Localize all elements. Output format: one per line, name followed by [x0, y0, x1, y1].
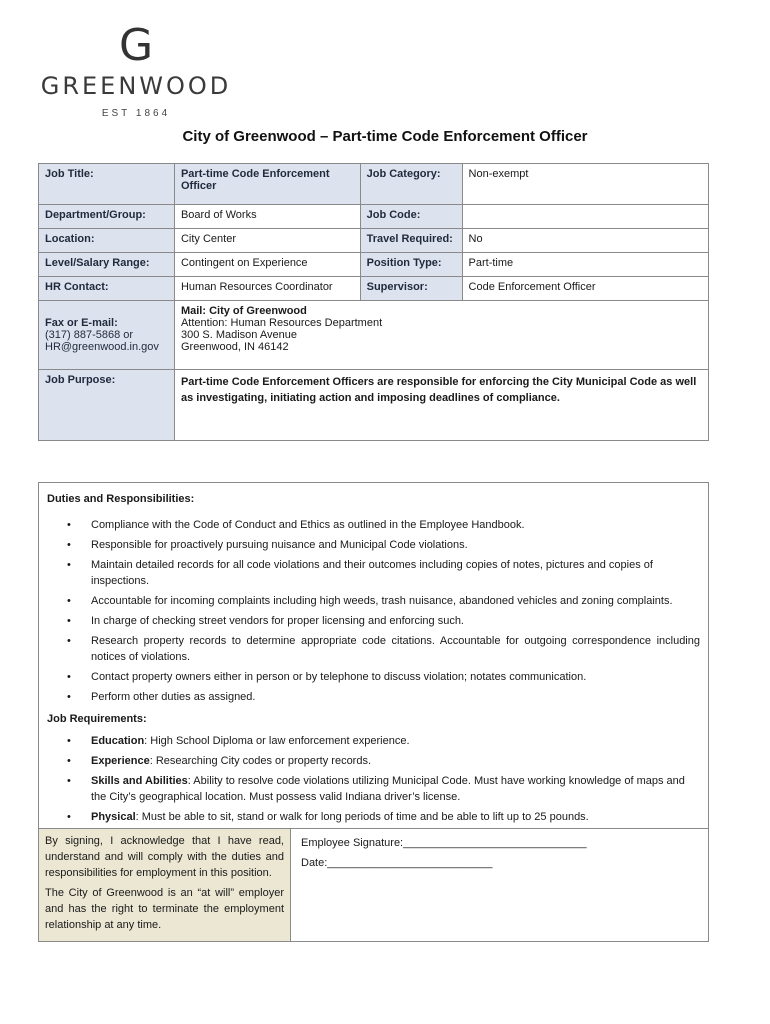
mail-line-1: Attention: Human Resources Department	[180, 317, 383, 329]
bullet-icon: •	[67, 519, 71, 531]
logo-established: EST 1864	[101, 108, 171, 119]
table-row	[39, 229, 709, 253]
bullet-icon: •	[67, 595, 71, 607]
list-item: • Accountable for incoming complaints including high weeds, trash nuisance, abandoned vehicles and zoning complaints.	[67, 595, 673, 607]
hr-email: HR@greenwood.in.gov	[45, 341, 159, 353]
acknowledgement-box	[39, 829, 291, 941]
at-will-text: The City of Greenwood is an “at will” employer and has the right to terminate the employment relationship at any time.	[45, 887, 284, 931]
department-value: Board of Works	[174, 205, 360, 229]
acknowledgement-text: By signing, I acknowledge that I have read, understand and will comply with the duties and responsibilities for employment in this position.	[45, 835, 284, 879]
hr-contact-label: HR Contact:	[39, 277, 175, 301]
employee-signature-field[interactable]: Employee Signature:______________________________	[301, 837, 587, 849]
duties-heading: Duties and Responsibilities:	[47, 493, 195, 505]
logo-wordmark: GREENWOOD	[40, 72, 232, 100]
level-label: Level/Salary Range:	[39, 253, 175, 277]
fax-email-cell	[39, 301, 175, 370]
bullet-icon: •	[67, 735, 71, 747]
job-code-value	[462, 205, 708, 229]
bullet-icon: •	[67, 811, 71, 823]
table-row	[39, 253, 709, 277]
bullet-icon: •	[67, 671, 71, 683]
job-code-label: Job Code:	[360, 205, 462, 229]
mail-address-cell	[174, 301, 708, 370]
bullet-icon: •	[67, 755, 71, 767]
job-purpose-label: Job Purpose:	[39, 370, 175, 441]
list-item: • Contact property owners either in person or by telephone to discuss violation; notates communication.	[67, 671, 587, 683]
supervisor-value: Code Enforcement Officer	[462, 277, 708, 301]
bullet-icon: •	[67, 559, 71, 571]
fax-phone: (317) 887-5868 or	[45, 329, 134, 341]
hr-contact-value: Human Resources Coordinator	[174, 277, 360, 301]
list-item: • Physical: Must be able to sit, stand or walk for long periods of time and be able to lift up to 25 pounds.	[67, 811, 589, 823]
position-type-value: Part-time	[462, 253, 708, 277]
document-title: City of Greenwood – Part-time Code Enforcement Officer	[182, 128, 588, 145]
job-category-label: Job Category:	[360, 164, 462, 205]
date-field[interactable]: Date:___________________________	[301, 857, 493, 869]
bullet-icon: •	[67, 615, 71, 627]
list-item: • Experience: Researching City codes or property records.	[67, 755, 372, 767]
requirements-heading: Job Requirements:	[47, 713, 147, 725]
signature-fields	[301, 833, 587, 873]
greenwood-logo	[26, 20, 246, 119]
list-item: • Compliance with the Code of Conduct and Ethics as outlined in the Employee Handbook.	[67, 519, 525, 531]
fax-email-label: Fax or E-mail:	[45, 317, 118, 329]
travel-value: No	[462, 229, 708, 253]
list-item: • In charge of checking street vendors for proper licensing and enforcing such.	[67, 615, 464, 627]
table-row	[39, 205, 709, 229]
bullet-icon: •	[67, 775, 71, 787]
location-value: City Center	[174, 229, 360, 253]
signature-section	[38, 828, 709, 942]
job-purpose-value: Part-time Code Enforcement Officers are responsible for enforcing the City Municipal Code as well as investigating, initiating action and imposing deadlines of compliance.	[174, 370, 708, 441]
mail-title: Mail: City of Greenwood	[180, 305, 307, 317]
mail-line-2: 300 S. Madison Avenue	[180, 329, 297, 341]
list-item: • Perform other duties as assigned.	[67, 691, 256, 703]
duties-list	[39, 517, 708, 709]
bullet-icon: •	[67, 539, 71, 551]
travel-label: Travel Required:	[360, 229, 462, 253]
mail-line-3: Greenwood, IN 46142	[180, 341, 289, 353]
table-row	[39, 301, 709, 370]
list-item: • Research property records to determine appropriate code citations. Accountable for outgoing correspondence including notices of violations.	[67, 635, 700, 663]
table-row	[39, 370, 709, 441]
department-label: Department/Group:	[39, 205, 175, 229]
supervisor-label: Supervisor:	[360, 277, 462, 301]
bullet-icon: •	[67, 635, 71, 647]
job-category-value: Non-exempt	[462, 164, 708, 205]
job-title-label: Job Title:	[39, 164, 175, 205]
job-title-value: Part-time Code Enforcement Officer	[174, 164, 360, 205]
list-item: • Skills and Abilities: Ability to resolve code violations utilizing Municipal Code. Must have working knowledge of maps and the City’s geographical location. Must possess valid Indiana driver’s license.	[67, 775, 685, 803]
position-type-label: Position Type:	[360, 253, 462, 277]
duties-section	[38, 482, 709, 829]
bullet-icon: •	[67, 691, 71, 703]
list-item: • Maintain detailed records for all code violations and their outcomes including copies of notes, pictures and copies of inspections.	[67, 559, 653, 587]
level-value: Contingent on Experience	[174, 253, 360, 277]
logo-mark: G	[118, 20, 154, 71]
location-label: Location:	[39, 229, 175, 253]
list-item: • Responsible for proactively pursuing nuisance and Municipal Code violations.	[67, 539, 468, 551]
requirements-list	[39, 733, 708, 829]
job-info-table	[38, 163, 709, 441]
table-row	[39, 164, 709, 205]
table-row	[39, 277, 709, 301]
list-item: • Education: High School Diploma or law enforcement experience.	[67, 735, 410, 747]
